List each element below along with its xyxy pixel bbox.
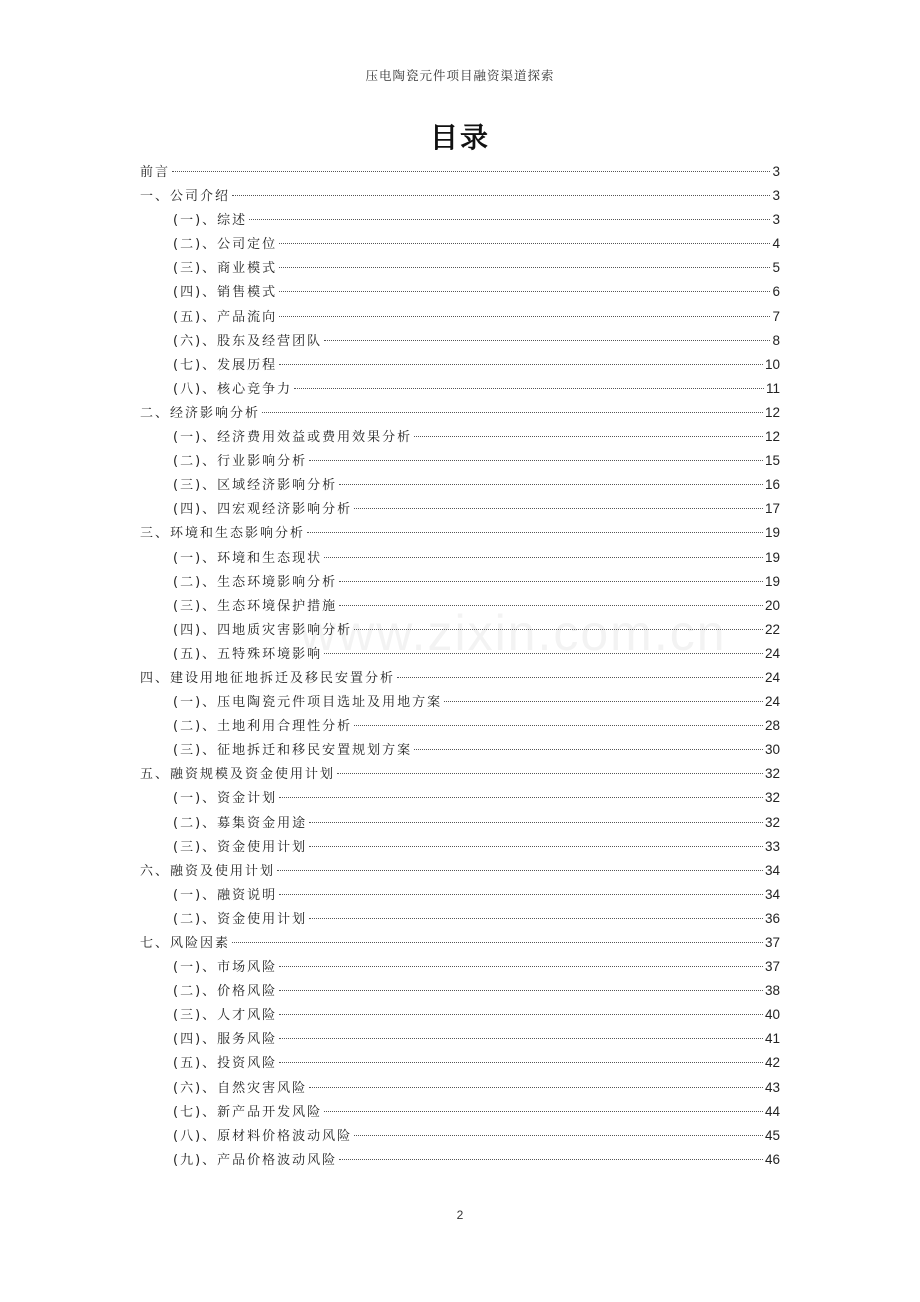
toc-dot-leader [414,436,763,437]
toc-entry-page: 17 [764,501,780,517]
toc-entry-page: 43 [764,1079,780,1095]
toc-entry-page: 4 [772,236,780,252]
toc-entry[interactable] [140,690,780,714]
toc-entry-label: 五、融资规模及资金使用计划 [140,767,336,783]
toc-entry-page: 5 [772,260,780,276]
toc-dot-leader [277,870,763,871]
table-of-contents [140,160,780,1172]
toc-dot-leader [354,1135,763,1136]
toc-dot-leader [279,316,770,317]
toc-entry-label: (八)、原材料价格波动风险 [173,1128,353,1144]
toc-entry-label: (三)、商业模式 [173,261,278,277]
toc-dot-leader [249,219,770,220]
toc-entry-label: 四、建设用地征地拆迁及移民安置分析 [140,670,396,686]
toc-entry-page: 30 [764,742,780,758]
toc-entry[interactable] [140,280,780,304]
toc-entry-label: (四)、四宏观经济影响分析 [173,502,353,518]
toc-entry-label: (五)、产品流向 [173,309,278,325]
toc-entry[interactable] [140,714,780,738]
toc-entry-label: (一)、资金计划 [173,791,278,807]
toc-dot-leader [309,918,763,919]
toc-dot-leader [354,725,763,726]
toc-entry-page: 24 [764,669,780,685]
toc-entry-label: (三)、生态环境保护措施 [173,598,338,614]
toc-dot-leader [279,894,763,895]
toc-dot-leader [339,484,763,485]
toc-dot-leader [324,557,763,558]
toc-entry-page: 33 [764,838,780,854]
toc-dot-leader [294,388,764,389]
toc-entry[interactable] [140,425,780,449]
toc-entry-page: 7 [772,308,780,324]
toc-dot-leader [339,1159,763,1160]
toc-entry-label: (三)、区域经济影响分析 [173,478,338,494]
toc-dot-leader [307,532,763,533]
toc-entry[interactable] [140,1124,780,1148]
toc-entry[interactable] [140,1027,780,1051]
toc-entry[interactable] [140,979,780,1003]
toc-entry[interactable] [140,305,780,329]
toc-entry-label: (一)、压电陶瓷元件项目选址及用地方案 [173,695,443,711]
toc-entry-page: 3 [772,212,780,228]
toc-entry[interactable] [140,232,780,256]
toc-entry[interactable] [140,473,780,497]
toc-entry-page: 15 [764,453,780,469]
toc-entry-label: (三)、征地拆迁和移民安置规划方案 [173,743,413,759]
toc-entry-label: 二、经济影响分析 [140,405,261,421]
toc-entry-page: 12 [764,404,780,420]
toc-entry-label: (四)、销售模式 [173,285,278,301]
toc-entry[interactable] [140,353,780,377]
toc-entry-label: (六)、自然灾害风险 [173,1080,308,1096]
toc-dot-leader [309,460,763,461]
toc-dot-leader [279,243,770,244]
toc-dot-leader [279,1038,763,1039]
toc-entry-page: 40 [764,1007,780,1023]
toc-entry-label: (八)、核心竞争力 [173,381,293,397]
toc-entry-page: 34 [764,886,780,902]
toc-entry[interactable] [140,521,780,545]
toc-dot-leader [279,267,770,268]
toc-dot-leader [279,990,763,991]
toc-entry[interactable] [140,1148,780,1172]
toc-entry[interactable] [140,835,780,859]
toc-entry-page: 42 [764,1055,780,1071]
toc-entry-label: (二)、公司定位 [173,237,278,253]
toc-dot-leader [444,701,763,702]
toc-dot-leader [324,340,770,341]
toc-dot-leader [309,822,763,823]
toc-dot-leader [262,412,763,413]
toc-dot-leader [397,677,763,678]
toc-entry-page: 19 [764,525,780,541]
toc-entry-page: 11 [765,380,780,396]
toc-entry-label: (二)、行业影响分析 [173,454,308,470]
toc-dot-leader [279,364,763,365]
toc-entry[interactable] [140,208,780,232]
toc-entry-label: (二)、价格风险 [173,984,278,1000]
toc-entry[interactable] [140,811,780,835]
toc-entry[interactable] [140,642,780,666]
toc-dot-leader [232,942,763,943]
toc-entry-page: 19 [764,573,780,589]
toc-entry-label: (二)、募集资金用途 [173,815,308,831]
toc-entry-page: 34 [764,862,780,878]
toc-entry[interactable] [140,1100,780,1124]
toc-entry[interactable] [140,329,780,353]
toc-entry-page: 28 [764,718,780,734]
toc-dot-leader [324,1111,763,1112]
toc-entry[interactable] [140,1051,780,1075]
toc-entry[interactable] [140,570,780,594]
toc-entry-page: 37 [764,935,780,950]
toc-entry-page: 36 [764,910,780,926]
toc-entry-label: (二)、资金使用计划 [173,911,308,927]
toc-entry[interactable] [140,762,780,786]
toc-entry-label: (五)、五特殊环境影响 [173,646,323,662]
running-header: 压电陶瓷元件项目融资渠道探索 [365,68,555,83]
toc-entry-page: 10 [764,356,780,372]
toc-dot-leader [232,195,770,196]
toc-dot-leader [279,966,763,967]
toc-entry[interactable] [140,377,780,401]
toc-entry-page: 19 [764,549,780,565]
toc-entry-page: 24 [764,645,780,661]
toc-dot-leader [279,291,770,292]
toc-entry-label: (六)、股东及经营团队 [173,333,323,349]
toc-entry-label: (三)、资金使用计划 [173,839,308,855]
toc-entry[interactable] [140,907,780,931]
page-number: 2 [456,1208,464,1222]
toc-entry-label: (一)、融资说明 [173,887,278,903]
toc-entry-page: 44 [764,1103,780,1119]
toc-entry-label: (四)、四地质灾害影响分析 [173,622,353,638]
toc-entry-label: 三、环境和生态影响分析 [140,526,306,542]
watermark: www.zixin.com.cn [300,605,727,661]
toc-entry-label: (三)、人才风险 [173,1008,278,1024]
toc-entry[interactable] [140,401,780,425]
toc-dot-leader [337,773,763,774]
toc-entry-label: (一)、综述 [173,213,248,229]
toc-entry-page: 37 [764,959,780,975]
toc-entry[interactable] [140,666,780,690]
toc-entry-page: 38 [764,983,780,999]
toc-entry-page: 32 [764,766,780,782]
toc-dot-leader [339,605,763,606]
toc-entry-page: 12 [764,429,780,445]
toc-entry[interactable] [140,883,780,907]
toc-entry-page: 24 [764,694,780,710]
toc-entry[interactable] [140,1076,780,1100]
toc-entry-label: (五)、投资风险 [173,1056,278,1072]
toc-entry-page: 46 [764,1151,780,1167]
toc-entry-page: 8 [772,332,780,348]
toc-entry-label: (一)、环境和生态现状 [173,550,323,566]
toc-entry-label: (二)、生态环境影响分析 [173,574,338,590]
toc-entry[interactable] [140,497,780,521]
toc-entry-label: 六、融资及使用计划 [140,863,276,879]
toc-entry-page: 41 [764,1031,780,1047]
toc-entry-page: 20 [764,597,780,613]
toc-entry-label: (二)、土地利用合理性分析 [173,719,353,735]
toc-entry[interactable] [140,546,780,570]
toc-dot-leader [309,1087,763,1088]
toc-entry-page: 16 [764,477,780,493]
toc-entry-page: 3 [772,164,780,179]
toc-entry-page: 6 [772,284,780,300]
toc-entry-page: 22 [764,621,780,637]
toc-entry-page: 32 [764,790,780,806]
toc-dot-leader [279,797,763,798]
toc-dot-leader [339,581,763,582]
toc-entry[interactable] [140,859,780,883]
toc-entry-label: 七、风险因素 [140,936,231,951]
toc-entry[interactable] [140,256,780,280]
toc-entry-page: 3 [772,188,780,204]
toc-dot-leader [279,1062,763,1063]
toc-entry-label: (一)、市场风险 [173,960,278,976]
toc-entry-label: (一)、经济费用效益或费用效果分析 [173,430,413,446]
toc-entry[interactable] [140,594,780,618]
toc-entry[interactable] [140,449,780,473]
toc-entry[interactable] [140,618,780,642]
toc-dot-leader [309,846,763,847]
toc-entry[interactable] [140,738,780,762]
toc-entry-label: 一、公司介绍 [140,189,231,205]
toc-entry[interactable] [140,931,780,955]
toc-entry[interactable] [140,184,780,208]
toc-entry[interactable] [140,786,780,810]
toc-entry-page: 32 [764,814,780,830]
toc-entry[interactable] [140,160,780,184]
toc-entry-label: (九)、产品价格波动风险 [173,1152,338,1168]
toc-entry-label: (七)、发展历程 [173,357,278,373]
toc-dot-leader [354,629,763,630]
toc-entry[interactable] [140,1003,780,1027]
toc-entry-page: 45 [764,1127,780,1143]
toc-entry-label: (七)、新产品开发风险 [173,1104,323,1120]
toc-dot-leader [414,749,763,750]
toc-entry[interactable] [140,955,780,979]
toc-dot-leader [354,508,763,509]
toc-entry-label: (四)、服务风险 [173,1032,278,1048]
toc-entry-label: 前言 [140,165,171,180]
toc-dot-leader [172,171,770,172]
toc-dot-leader [324,653,763,654]
page-title: 目录 [429,121,490,154]
toc-dot-leader [279,1014,763,1015]
